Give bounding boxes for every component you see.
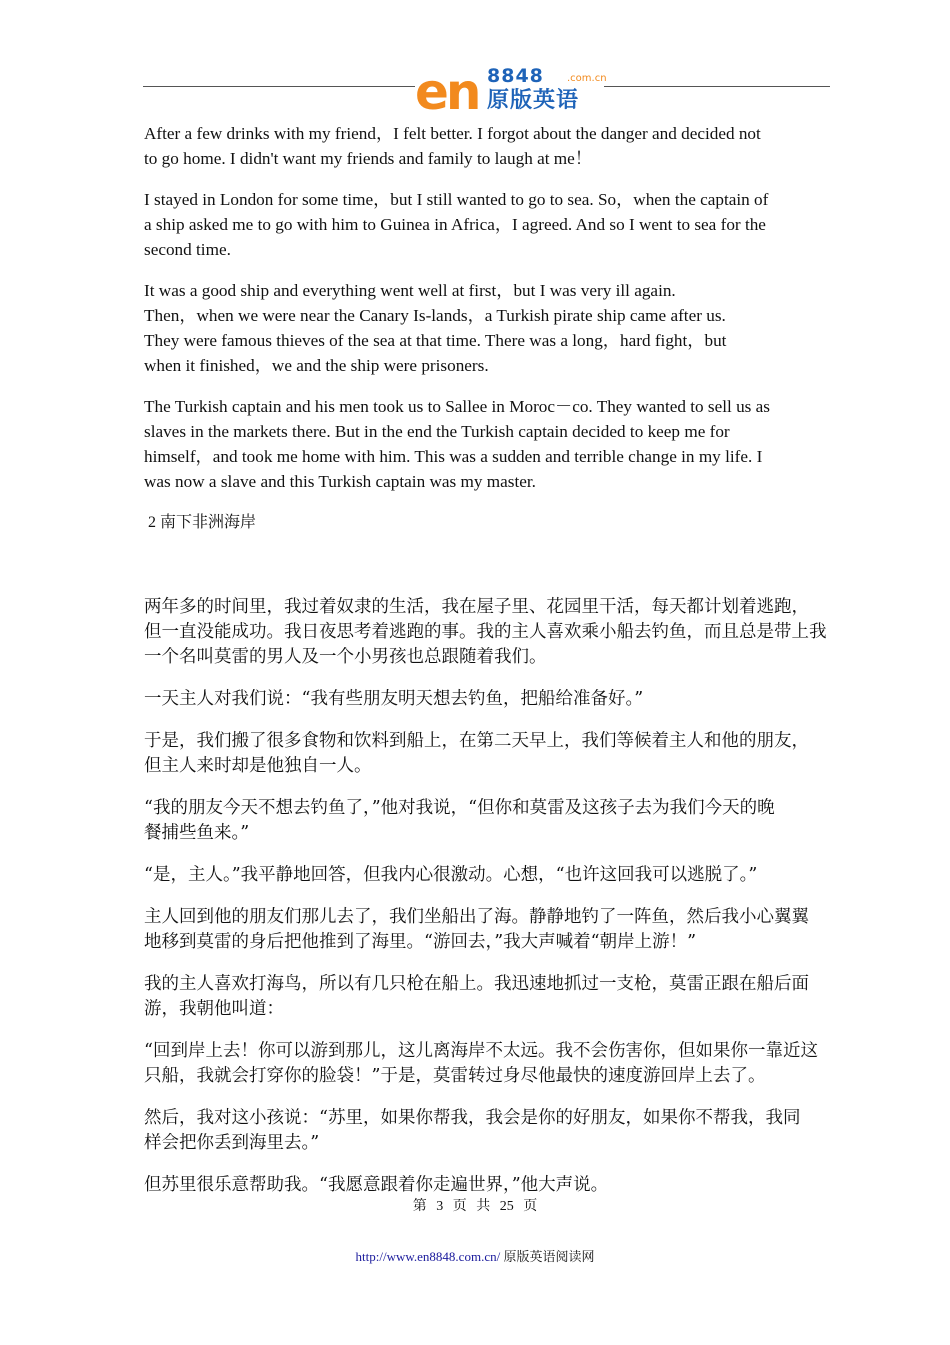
paragraph [144,796,884,846]
text-line: 样会把你丢到海里去。” [144,1133,320,1153]
text-line: After a few drinks with my friend，I felt better. I forgot about the danger and decided not [144,124,761,143]
text-line: 一天主人对我们说：“我有些朋友明天想去钓鱼，把船给准备好。” [144,689,644,709]
text-line: 只船，我就会打穿你的脸袋！”于是，莫雷转过身尽他最快的速度游回岸上去了。 [144,1066,766,1086]
paragraph [144,1173,884,1198]
paragraph [144,729,884,779]
footer-url-link[interactable]: http://www.en8848.com.cn/ [355,1249,501,1264]
text-line: 地移到莫雷的身后把他推到了海里。“游回去，”我大声喊着“朝岸上游！” [144,932,697,952]
paragraph [144,1106,884,1156]
text-line: a ship asked me to go with him to Guinea in Africa，I agreed. And so I went to sea for the [144,215,766,234]
text-line: 餐捕些鱼来。” [144,823,250,843]
text-line: The Turkish captain and his men took us to Sallee in Moroc－co. They wanted to sell us as [144,397,770,416]
paragraph [144,595,884,670]
logo-chinese-name: 原版英语 [487,88,580,113]
paragraph [144,121,884,171]
text-line: 但一直没能成功。我日夜思考着逃跑的事。我的主人喜欢乘小船去钓鱼，而且总是带上我 [144,622,827,642]
text-line: 我的主人喜欢打海鸟，所以有几只枪在船上。我迅速地抓过一支枪，莫雷正跟在船后面 [144,974,809,994]
text-line: “回到岸上去！你可以游到那儿，这儿离海岸不太远。我不会伤害你，但如果你一靠近这 [144,1041,818,1061]
text-line: when it finished，we and the ship were prisoners. [144,356,489,375]
logo-number: 8848 [487,65,544,87]
page-content [144,121,884,1215]
paragraph [144,1039,884,1089]
footer [0,1247,950,1267]
text-line: I stayed in London for some time，but I still wanted to go to sea. So，when the captain of [144,190,769,209]
paragraph [144,687,884,712]
text-line: “是，主人。”我平静地回答，但我内心很激动。心想，“也许这回我可以逃脱了。” [144,865,758,885]
text-line: 但主人来时却是他独自一人。 [144,756,372,776]
paragraph [144,394,884,494]
text-line: slaves in the markets there. But in the end the Turkish captain decided to keep me for [144,422,730,441]
footer-site-name: 原版英语阅读网 [503,1249,595,1264]
text-line: second time. [144,240,231,259]
paragraph [144,863,884,888]
text-line: They were famous thieves of the sea at that time. There was a long，hard fight，but [144,331,727,350]
current-page: 3 [436,1199,444,1214]
text-line: 于是，我们搬了很多食物和饮料到船上，在第二天早上，我们等候着主人和他的朋友， [144,731,809,751]
paragraph [144,905,884,955]
chinese-text [144,595,884,1198]
paragraph [144,278,884,378]
page-number: 第 3 页 共 25 页 [412,1199,538,1214]
site-logo[interactable] [415,63,607,121]
text-line: 然后，我对这小孩说：“苏里，如果你帮我，我会是你的好朋友，如果你不帮我，我同 [144,1108,801,1128]
text-line: himself，and took me home with him. This was a sudden and terrible change in my life. I [144,447,763,466]
text-line: to go home. I didn't want my friends and family to laugh at me！ [144,149,592,168]
english-text [144,121,884,494]
header-rule-left [143,86,415,87]
text-line: It was a good ship and everything went well at first，but I was very ill again. [144,281,676,300]
paragraph [144,972,884,1022]
text-line: 主人回到他的朋友们那儿去了，我们坐船出了海。静静地钓了一阵鱼，然后我小心翼翼 [144,907,809,927]
text-line: 但苏里很乐意帮助我。“我愿意跟着你走遍世界，”他大声说。 [144,1175,609,1195]
text-line: 两年多的时间里，我过着奴隶的生活，我在屋子里、花园里干活，每天都计划着逃跑， [144,597,809,617]
text-line: Then，when we were near the Canary Is-lands，a Turkish pirate ship came after us. [144,306,726,325]
text-line: 一个名叫莫雷的男人及一个小男孩也总跟随着我们。 [144,647,547,667]
section-title: 2 南下非洲海岸 [148,514,257,531]
paragraph [144,187,884,262]
text-line: 游，我朝他叫道： [144,999,284,1019]
logo-en-text: en [415,63,479,121]
text-line: was now a slave and this Turkish captain was my master. [144,472,536,491]
text-line: “我的朋友今天不想去钓鱼了，”他对我说，“但你和莫雷及这孩子去为我们今天的晚 [144,798,775,818]
total-pages: 25 [499,1199,514,1214]
logo-domain: .com.cn [567,73,607,84]
header-rule-right [604,86,830,87]
